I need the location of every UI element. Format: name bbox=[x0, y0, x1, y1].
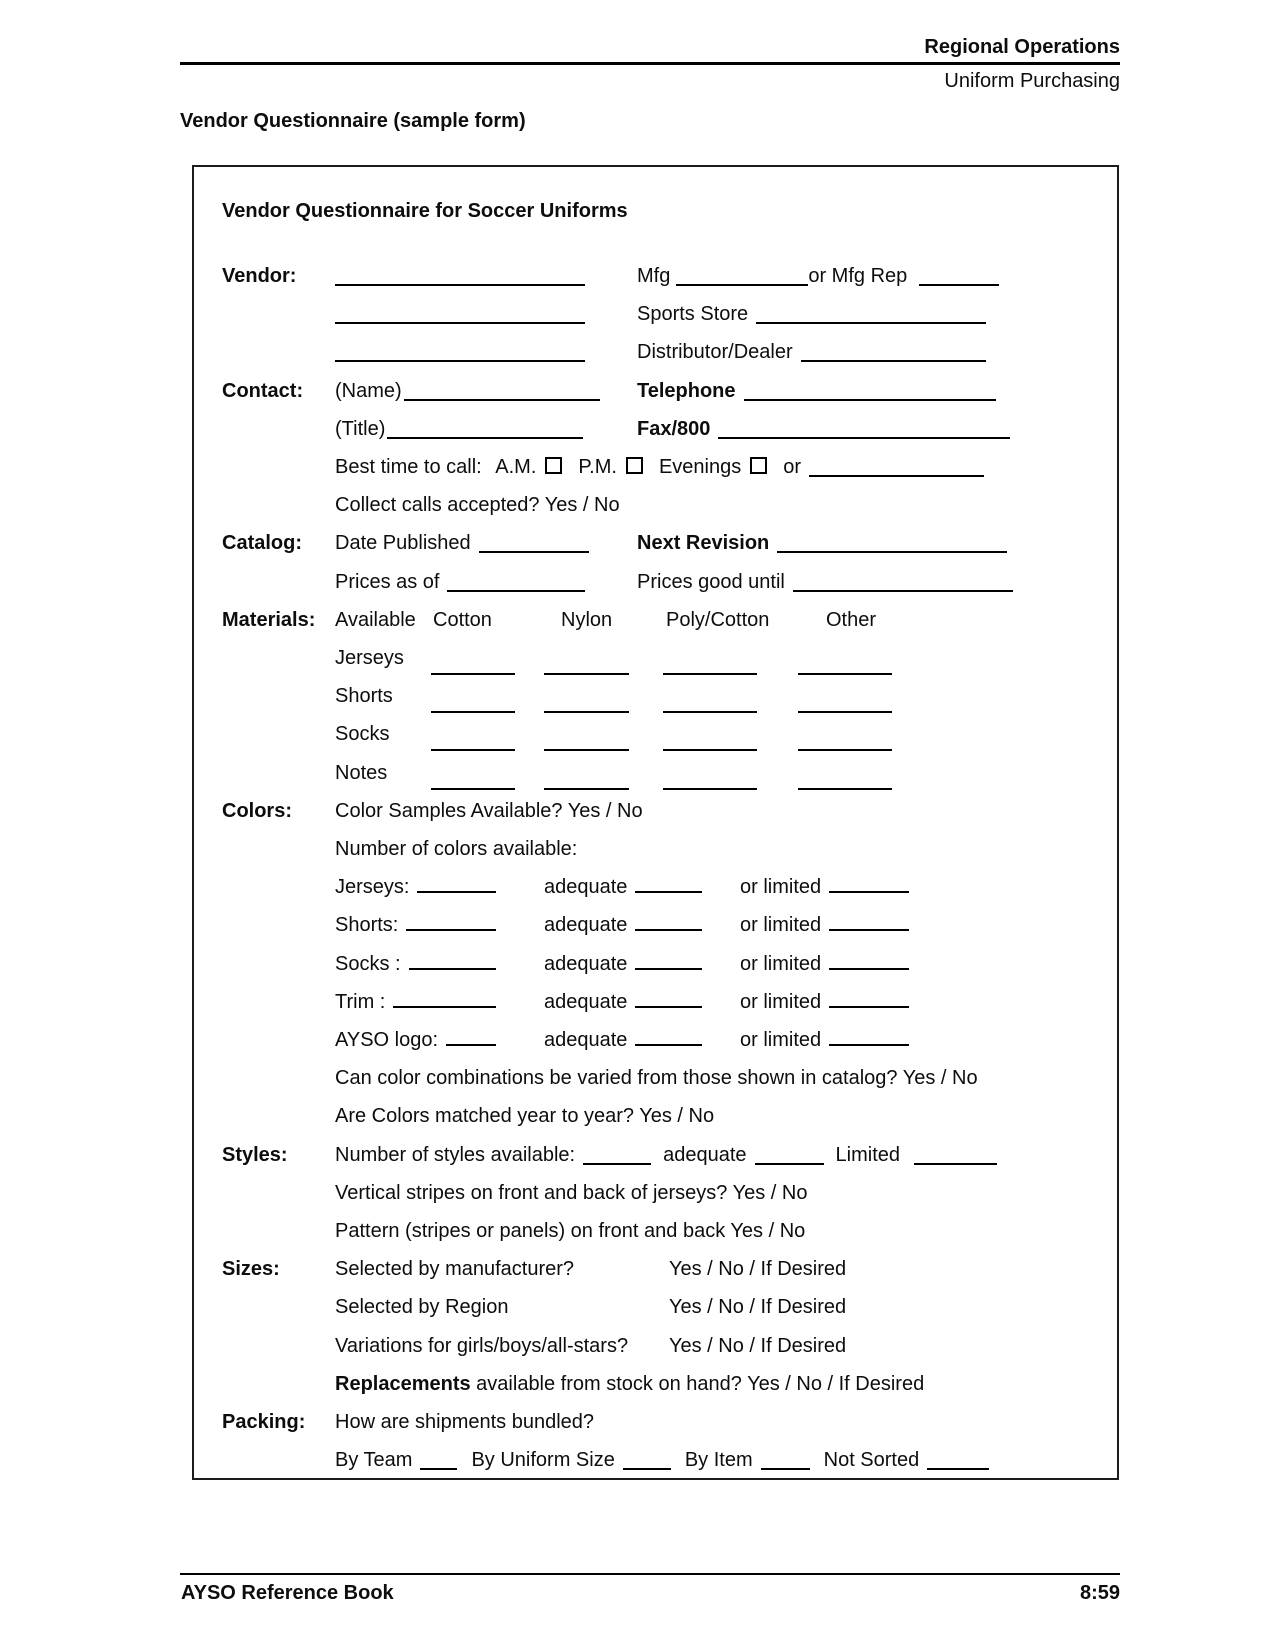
form-title: Vendor Questionnaire for Soccer Uniforms bbox=[222, 200, 628, 222]
or-label: or bbox=[783, 456, 802, 478]
materials-row-socks bbox=[194, 723, 1117, 755]
telephone-blank bbox=[744, 384, 996, 401]
contact-row-2 bbox=[194, 418, 1117, 450]
pm-checkbox bbox=[626, 457, 643, 474]
mfg-blank bbox=[676, 269, 808, 286]
materials-label: Materials: bbox=[222, 609, 316, 631]
limited-blank bbox=[829, 876, 909, 893]
color-combinations-text: Can color combinations be varied from those shown in catalog? Yes / No bbox=[335, 1067, 978, 1089]
styles-number-row bbox=[194, 1144, 1117, 1176]
colors-count-blank bbox=[417, 876, 496, 893]
contact-title-blank bbox=[387, 422, 583, 439]
materials-blank bbox=[544, 673, 629, 675]
vertical-stripes-text: Vertical stripes on front and back of jerseys? Yes / No bbox=[335, 1182, 808, 1204]
pattern-text: Pattern (stripes or panels) on front and back Yes / No bbox=[335, 1220, 806, 1242]
materials-blank bbox=[663, 749, 757, 751]
colors-item-label: Socks : bbox=[335, 953, 401, 975]
prices-good-until-label: Prices good until bbox=[637, 571, 785, 593]
or-limited-label: or limited bbox=[740, 914, 822, 936]
prices-as-of-blank bbox=[447, 575, 585, 592]
materials-row-jerseys bbox=[194, 647, 1117, 679]
materials-row-shorts bbox=[194, 685, 1117, 717]
am-checkbox bbox=[545, 457, 562, 474]
catalog-row-1 bbox=[194, 532, 1117, 564]
contact-title-label: (Title) bbox=[335, 418, 386, 440]
colors-vary-row bbox=[194, 1067, 1117, 1099]
number-of-styles-label: Number of styles available: bbox=[335, 1144, 576, 1166]
adequate-label: adequate bbox=[544, 991, 628, 1013]
colors-row-socks bbox=[335, 953, 909, 976]
next-revision-blank bbox=[777, 536, 1007, 553]
not-sorted-label: Not Sorted bbox=[823, 1449, 920, 1471]
materials-row-label: Jerseys bbox=[335, 647, 404, 669]
materials-blank bbox=[431, 711, 515, 713]
materials-blank bbox=[663, 673, 757, 675]
colors-item-label: Trim : bbox=[335, 991, 386, 1013]
color-samples-text: Color Samples Available? Yes / No bbox=[335, 800, 643, 822]
vendor-name-blank-3 bbox=[335, 345, 585, 362]
sizes-question: Selected by Region bbox=[335, 1296, 509, 1318]
materials-blank bbox=[431, 749, 515, 751]
telephone-label: Telephone bbox=[637, 380, 736, 402]
colors-row-ayso-logo bbox=[335, 1029, 909, 1052]
packing-label: Packing: bbox=[222, 1411, 306, 1433]
colors-count-blank bbox=[393, 991, 496, 1008]
distributor-blank bbox=[801, 345, 986, 362]
adequate-label: adequate bbox=[544, 1029, 628, 1051]
contact-name-blank bbox=[404, 384, 600, 401]
evenings-label: Evenings bbox=[658, 456, 742, 478]
contact-label: Contact: bbox=[222, 380, 304, 402]
sizes-row-1 bbox=[194, 1258, 1117, 1290]
materials-blank bbox=[431, 673, 515, 675]
materials-blank bbox=[798, 711, 892, 713]
colors-item-label: AYSO logo: bbox=[335, 1029, 439, 1051]
sizes-answer: Yes / No / If Desired bbox=[669, 1258, 847, 1280]
styles-count-blank bbox=[583, 1148, 651, 1165]
or-mfg-rep-label: or Mfg Rep bbox=[808, 265, 908, 287]
vendor-name-blank-2 bbox=[335, 307, 585, 324]
colors-row-samples bbox=[194, 800, 1117, 832]
vendor-label: Vendor: bbox=[222, 265, 297, 287]
limited-blank bbox=[829, 991, 909, 1008]
materials-available-header: Available bbox=[335, 609, 416, 631]
sizes-answer: Yes / No / If Desired bbox=[669, 1335, 847, 1357]
materials-blank bbox=[431, 788, 515, 790]
collect-calls-row bbox=[194, 494, 1117, 526]
next-revision-label: Next Revision bbox=[637, 532, 770, 554]
adequate-blank bbox=[635, 876, 702, 893]
colors-count-blank bbox=[406, 914, 496, 931]
materials-header-row bbox=[194, 609, 1117, 641]
materials-blank bbox=[544, 711, 629, 713]
replacements-label: Replacements bbox=[335, 1373, 471, 1395]
styles-vertical-row bbox=[194, 1182, 1117, 1214]
not-sorted-blank bbox=[927, 1453, 989, 1470]
evenings-checkbox bbox=[750, 457, 767, 474]
adequate-blank bbox=[635, 991, 702, 1008]
sizes-answer: Yes / No / If Desired bbox=[669, 1296, 847, 1318]
fax-blank bbox=[718, 422, 1010, 439]
by-uniform-size-label: By Uniform Size bbox=[471, 1449, 615, 1471]
styles-adequate-blank bbox=[755, 1148, 824, 1165]
header-section-title: Regional Operations bbox=[924, 36, 1120, 58]
styles-label: Styles: bbox=[222, 1144, 288, 1166]
colors-label: Colors: bbox=[222, 800, 292, 822]
vendor-row-1 bbox=[194, 265, 1117, 297]
colors-matched-row bbox=[194, 1105, 1117, 1137]
packing-row-1 bbox=[194, 1411, 1117, 1443]
colors-item-label: Jerseys: bbox=[335, 876, 410, 898]
materials-blank bbox=[798, 673, 892, 675]
page-title: Vendor Questionnaire (sample form) bbox=[180, 110, 526, 132]
styles-limited-blank bbox=[914, 1148, 997, 1165]
pm-label: P.M. bbox=[578, 456, 617, 478]
materials-blank bbox=[798, 749, 892, 751]
materials-blank bbox=[798, 788, 892, 790]
sports-store-blank bbox=[756, 307, 986, 324]
or-limited-label: or limited bbox=[740, 991, 822, 1013]
adequate-label: adequate bbox=[544, 876, 628, 898]
limited-blank bbox=[829, 953, 909, 970]
or-limited-label: or limited bbox=[740, 953, 822, 975]
sports-store-label: Sports Store bbox=[637, 303, 749, 325]
materials-blank bbox=[544, 788, 629, 790]
colors-row-jerseys bbox=[335, 876, 909, 899]
by-uniform-size-blank bbox=[623, 1453, 671, 1470]
materials-col-other: Other bbox=[826, 609, 877, 631]
footer-rule bbox=[180, 1573, 1120, 1575]
date-published-blank bbox=[479, 536, 589, 553]
footer-book-title: AYSO Reference Book bbox=[181, 1582, 394, 1604]
styles-limited-label: Limited bbox=[835, 1144, 901, 1166]
styles-adequate-label: adequate bbox=[663, 1144, 747, 1166]
catalog-row-2 bbox=[194, 571, 1117, 603]
best-time-row bbox=[194, 456, 1117, 488]
materials-row-label: Shorts bbox=[335, 685, 393, 707]
styles-pattern-row bbox=[194, 1220, 1117, 1252]
by-item-label: By Item bbox=[684, 1449, 753, 1471]
materials-col-polycotton: Poly/Cotton bbox=[666, 609, 770, 631]
packing-row-2 bbox=[194, 1449, 1117, 1481]
colors-item-label: Shorts: bbox=[335, 914, 399, 936]
adequate-blank bbox=[635, 914, 702, 931]
vendor-name-blank-1 bbox=[335, 269, 585, 286]
form-box bbox=[192, 165, 1119, 1480]
adequate-blank bbox=[635, 953, 702, 970]
fax-label: Fax/800 bbox=[637, 418, 711, 440]
colors-count-blank bbox=[409, 953, 496, 970]
colors-count-blank bbox=[446, 1029, 496, 1046]
by-item-blank bbox=[761, 1453, 810, 1470]
mfg-label: Mfg bbox=[637, 265, 671, 287]
or-limited-label: or limited bbox=[740, 876, 822, 898]
collect-calls-text: Collect calls accepted? Yes / No bbox=[335, 494, 620, 516]
header-subsection-title: Uniform Purchasing bbox=[944, 70, 1120, 92]
prices-as-of-label: Prices as of bbox=[335, 571, 440, 593]
am-label: A.M. bbox=[495, 456, 537, 478]
best-time-other-blank bbox=[809, 460, 984, 477]
by-team-label: By Team bbox=[335, 1449, 413, 1471]
by-team-blank bbox=[420, 1453, 457, 1470]
catalog-label: Catalog: bbox=[222, 532, 302, 554]
colors-row-shorts bbox=[335, 914, 909, 937]
colors-number-row bbox=[194, 838, 1117, 870]
sizes-question: Variations for girls/boys/all-stars? bbox=[335, 1335, 629, 1357]
limited-blank bbox=[829, 914, 909, 931]
sizes-row-3 bbox=[194, 1335, 1117, 1367]
vendor-row-2 bbox=[194, 303, 1117, 335]
distributor-label: Distributor/Dealer bbox=[637, 341, 793, 363]
colors-row-trim bbox=[335, 991, 909, 1014]
replacements-row bbox=[194, 1373, 1117, 1405]
sizes-label: Sizes: bbox=[222, 1258, 280, 1280]
materials-col-nylon: Nylon bbox=[561, 609, 613, 631]
materials-blank bbox=[544, 749, 629, 751]
packing-question: How are shipments bundled? bbox=[335, 1411, 595, 1433]
sizes-question: Selected by manufacturer? bbox=[335, 1258, 575, 1280]
header-rule bbox=[180, 62, 1120, 65]
materials-col-cotton: Cotton bbox=[433, 609, 492, 631]
adequate-blank bbox=[635, 1029, 702, 1046]
contact-name-label: (Name) bbox=[335, 380, 402, 402]
materials-blank bbox=[663, 788, 757, 790]
adequate-label: adequate bbox=[544, 914, 628, 936]
prices-good-until-blank bbox=[793, 575, 1013, 592]
contact-row-1 bbox=[194, 380, 1117, 412]
or-limited-label: or limited bbox=[740, 1029, 822, 1051]
sizes-row-2 bbox=[194, 1296, 1117, 1328]
number-of-colors-text: Number of colors available: bbox=[335, 838, 578, 860]
vendor-row-3 bbox=[194, 341, 1117, 373]
adequate-label: adequate bbox=[544, 953, 628, 975]
materials-blank bbox=[663, 711, 757, 713]
colors-matched-text: Are Colors matched year to year? Yes / No bbox=[335, 1105, 715, 1127]
materials-row-notes bbox=[194, 762, 1117, 794]
footer-page-number: 8:59 bbox=[1079, 1582, 1120, 1604]
mfg-rep-blank bbox=[919, 269, 999, 286]
replacements-text: available from stock on hand? Yes / No / If Desired bbox=[470, 1373, 925, 1395]
limited-blank bbox=[829, 1029, 909, 1046]
materials-row-label: Notes bbox=[335, 762, 388, 784]
best-time-label: Best time to call: bbox=[335, 456, 482, 478]
date-published-label: Date Published bbox=[335, 532, 471, 554]
materials-row-label: Socks bbox=[335, 723, 390, 745]
